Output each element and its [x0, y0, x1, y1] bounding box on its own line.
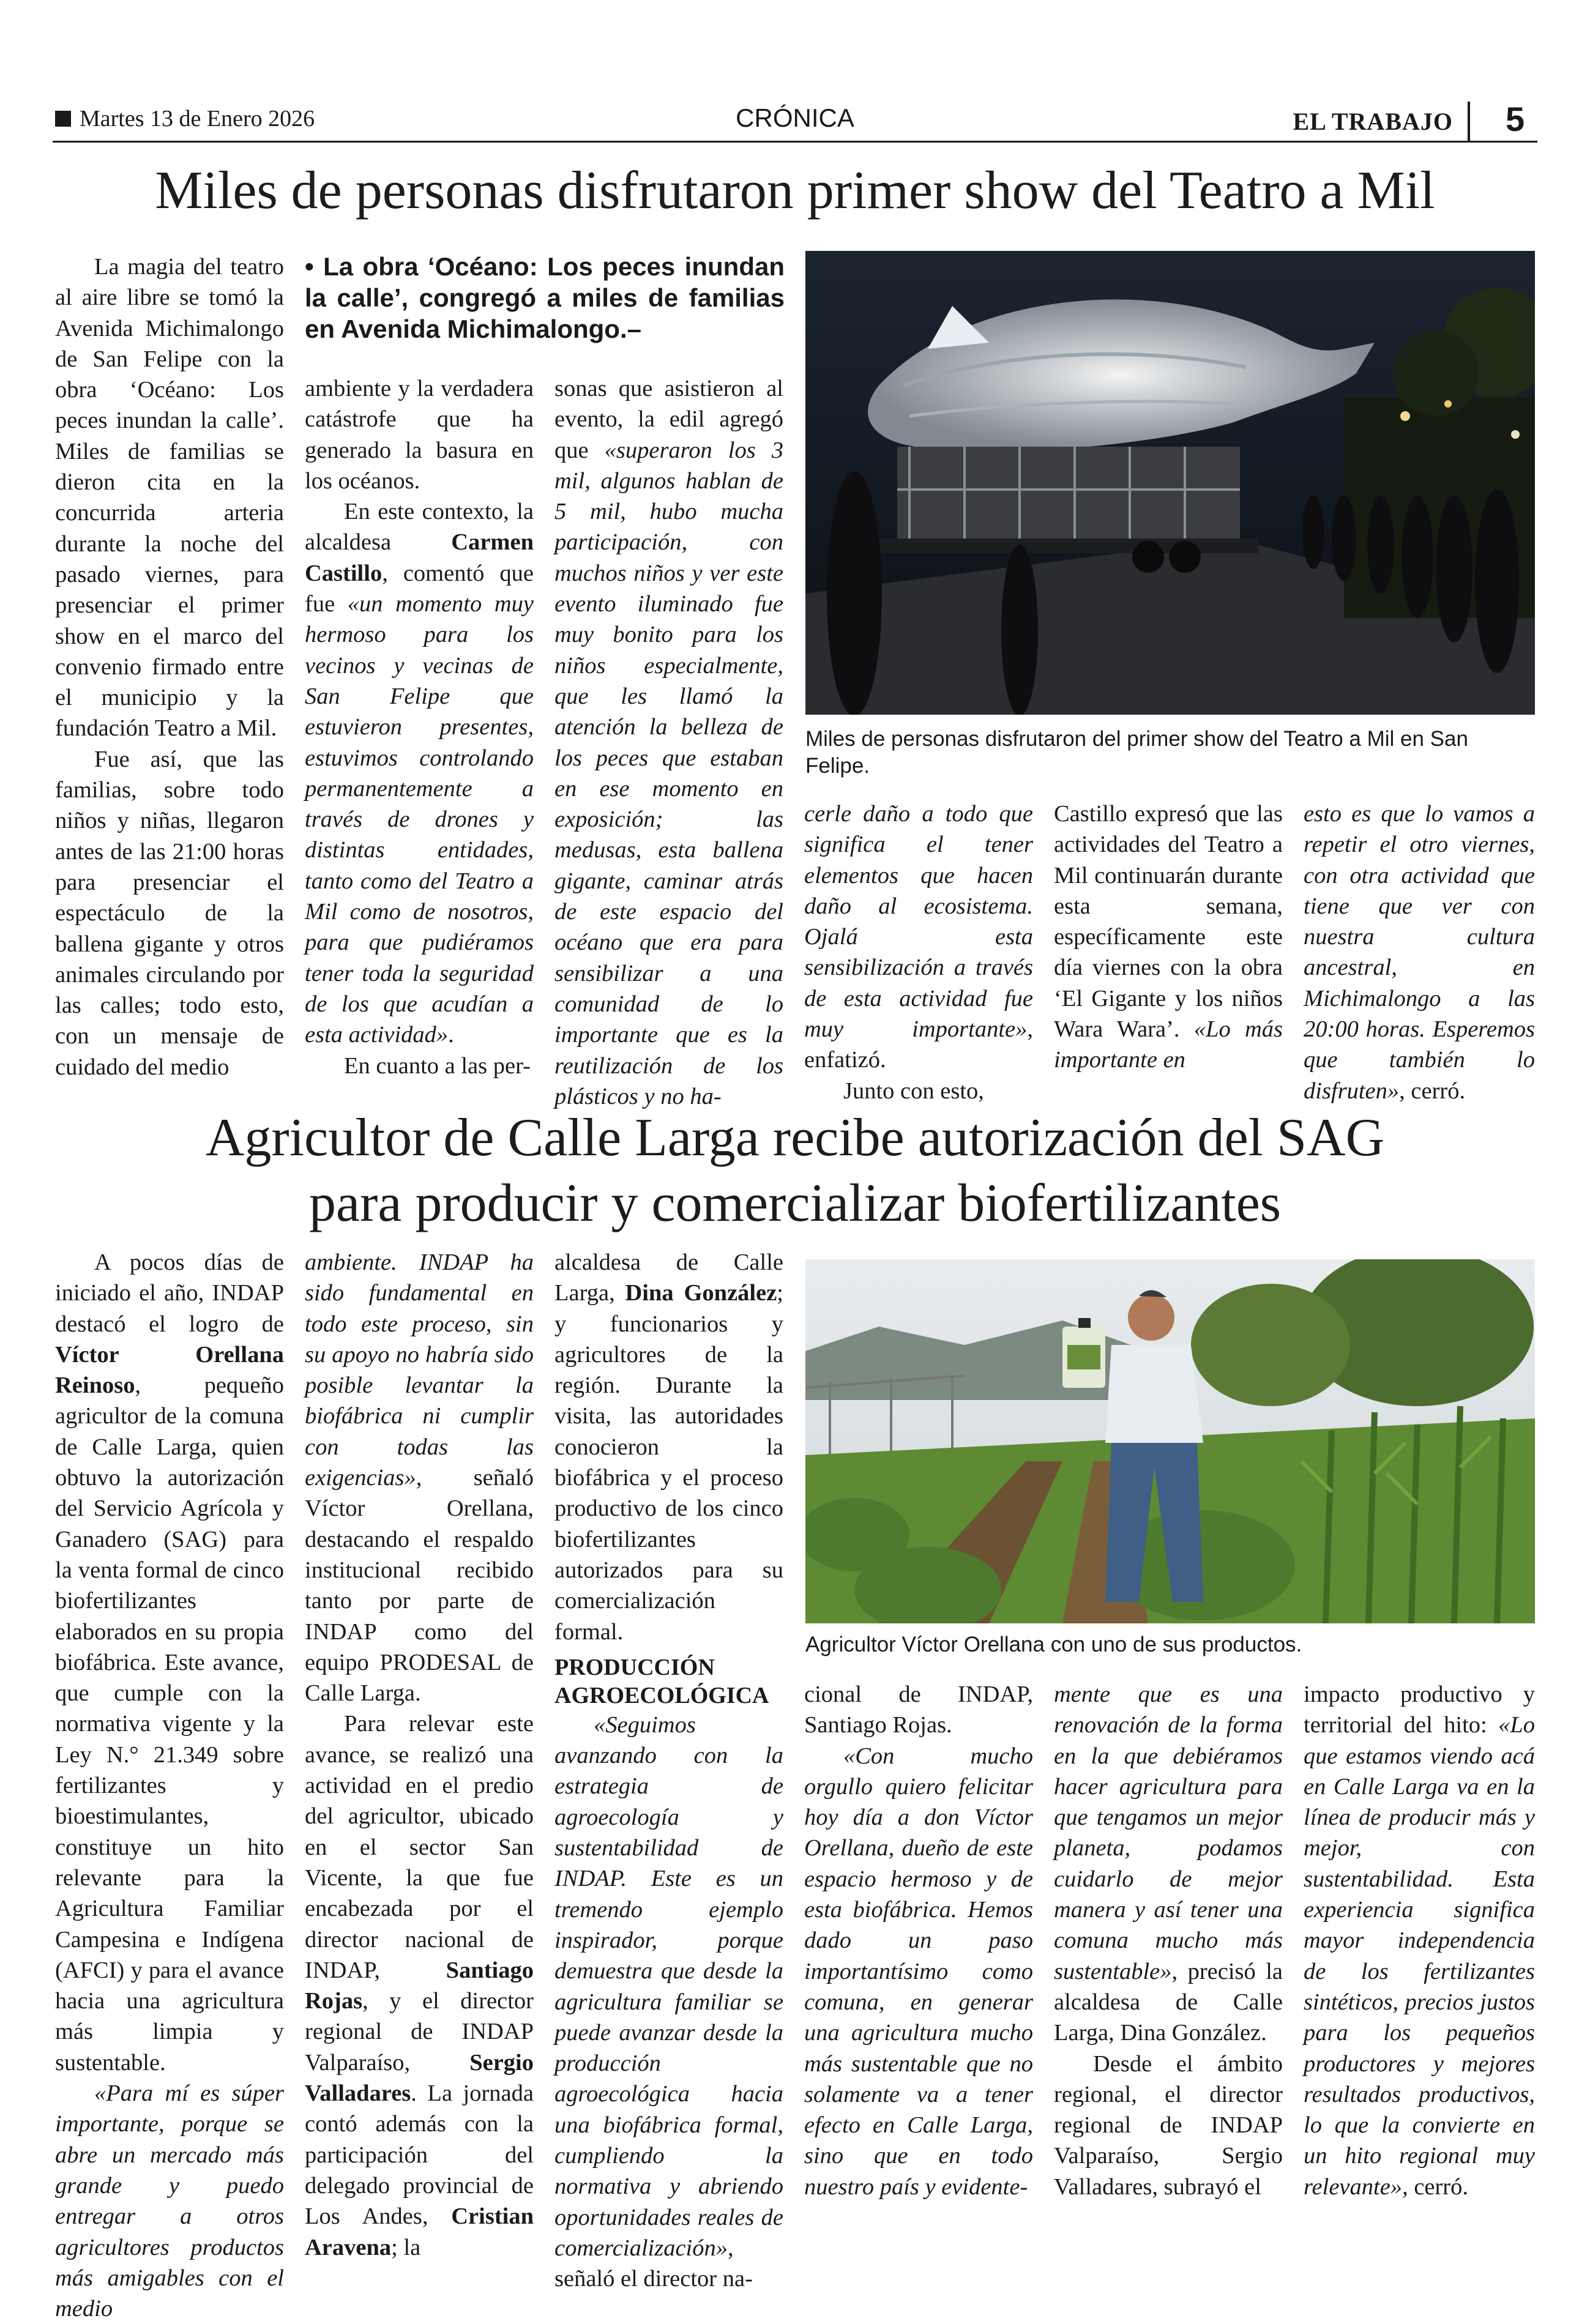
- article2-headline-line-2: para producir y comercializar biofertilizantes: [308, 1174, 1282, 1233]
- article1-column-6: esto es que lo vamos a repetir el otro viernes, con otra actividad que tiene que ver con nuestra cultura ancestral, en Michimalongo a las 20:00 horas. Esperemos que también lo disfruten», cerró.: [1304, 801, 1535, 1104]
- article2-headline-line-1: Agricultor de Calle Larga recibe autorización del SAG: [205, 1108, 1385, 1168]
- article1-headline: Miles de personas disfrutaron primer show del Teatro a Mil: [155, 161, 1435, 220]
- article2-photo: [805, 1259, 1535, 1623]
- article2-photo-caption: Agricultor Víctor Orellana con uno de sus productos.: [805, 1633, 1302, 1656]
- page-number: 5: [1506, 100, 1525, 138]
- newspaper-name: EL TRABAJO: [1293, 108, 1453, 135]
- article1-column-1: La magia del teatro al aire libre se tomó la Avenida Michimalongo de San Felipe con la obra ‘Océano: Los peces inundan la calle’. Miles de familias se dieron cita en la concurrida arteria durante la noche del pasado viernes, para presenciar el primer show en el marco del convenio firmado entre el municipio y la fundación Teatro a Mil. Fue así, que las familias, sobre todo niños y niñas, llegaron antes de las 21:00 horas para presenciar el espectáculo de la ballena gigante y otros animales circulando por las calles; todo esto, con un mensaje de cuidado del medio: [55, 254, 284, 1080]
- article2-column-3: alcaldesa de Calle Larga, Dina González; y funcionarios y agricultores de la región. Durante la visita, las autoridades conocieron la biofábrica y el proceso productivo de los cinco biofertilizantes autorizados para su comercialización formal. PRODUCCIÓN AGROECOLÓGICA «Seguimos avanzando con la estrategia de agroecología y sustentabilidad de INDAP. Este es un tremendo ejemplo inspirador, porque demuestra que desde la agricultura familiar se puede avanzar desde la producción agroecológica hacia una biofábrica formal, cumpliendo la normativa y abriendo oportunidades reales de comercialización», señaló el director na-: [554, 1250, 783, 2292]
- article2-column-4: cional de INDAP, Santiago Rojas. «Con mucho orgullo quiero felicitar hoy día a don Víctor Orellana, dueño de este espacio hermoso y de esta biofábrica. Hemos dado un paso importantísimo como comuna, en generar una agricultura mucho más sustentable que no solamente va a tener efecto en Calle Larga, sino que en todo nuestro país y evidente-: [804, 1682, 1033, 2200]
- section-name: CRÓNICA: [736, 103, 854, 132]
- header-divider: [1468, 102, 1470, 142]
- section-heading-production: PRODUCCIÓN AGROECOLÓGICA: [554, 1654, 769, 1708]
- article1-column-2: ambiente y la verdadera catástrofe que ha generado la basura en los océanos. En este contexto, la alcaldesa Carmen Castillo, comentó que fue «un momento muy hermoso para los vecinos y vecinas de San Felipe que estuvieron presentes, estuvimos controlando permanentemente a través de drones y distintas entidades, tanto como del Teatro a Mil como de nosotros, para que pudiéramos tener toda la seguridad de los que acudían a esta actividad». En cuanto a las per-: [305, 376, 534, 1079]
- article1-column-4: cerle daño a todo que significa el tener elementos que hacen daño al ecosistema. Ojalá esta sensibilización a través de esta actividad fue muy importante», enfatizó. Junto con esto,: [804, 801, 1033, 1104]
- article2-column-1: A pocos días de iniciado el año, INDAP destacó el logro de Víctor Orellana Reinoso, pequeño agricultor de la comuna de Calle Larga, quien obtuvo la autorización del Servicio Agrícola y Ganadero (SAG) para la venta formal de cinco biofertilizantes elaborados en su propia biofábrica. Este avance, que cumple con la normativa vigente y la Ley N.° 21.349 sobre fertilizantes y bioestimulantes, constituye un hito relevante para la Agricultura Familiar Campesina e Indígena (AFCI) y para el avance hacia una agricultura más limpia y sustentable. «Para mí es súper importante, porque se abre un mercado más grande y puedo entregar a otros agricultores productos más amigables con el medio: [55, 1250, 284, 2322]
- article2-column-6: impacto productivo y territorial del hito: «Lo que estamos viendo acá en Calle Larga va en la línea de producir más y mejor, con sustentabilidad. Esta experiencia significa mayor independencia de los fertilizantes sintéticos, precios justos para los pequeños productores y mejores resultados productivos, lo que la convierte en un hito regional muy relevante», cerró.: [1304, 1682, 1535, 2200]
- article1-subhead: • La obra ‘Océano: Los peces inundan la calle’, congregó a miles de familias en Avenida Michimalongo.–: [305, 252, 785, 343]
- article1-photo-caption: Miles de personas disfrutaron del primer show del Teatro a Mil en San Felipe.: [805, 727, 1468, 778]
- header-rule: [53, 141, 1537, 143]
- article2-column-5: mente que es una renovación de la forma en la que debiéramos hacer agricultura para que tengamos un mejor planeta, podamos cuidarlo de mejor manera y así tener una comuna mucho más sustentable», precisó la alcaldesa de Calle Larga, Dina González. Desde el ámbito regional, el director regional de INDAP Valparaíso, Sergio Valladares, subrayó el: [1054, 1682, 1283, 2200]
- article1-column-3: sonas que asistieron al evento, la edil agregó que «superaron los 3 mil, algunos hablan de 5 mil, hubo mucha participación, con muchos niños y ver este evento iluminado fue muy bonito para los niños especialmente, que les llamó la atención la belleza de los peces que estaban en ese momento en exposición; las medusas, esta ballena gigante, caminar atrás de este espacio del océano que era para sensibilizar a una comunidad de lo importante que es la reutilización de los plásticos y no ha-: [554, 376, 783, 1109]
- article1-column-5: Castillo expresó que las actividades del Teatro a Mil continuarán durante esta semana, específicamente este día viernes con la obra ‘El Gigante y los niños Wara Wara’. «Lo más importante en: [1054, 801, 1283, 1073]
- article1-photo: [805, 251, 1535, 715]
- issue-date: Martes 13 de Enero 2026: [80, 106, 315, 132]
- article2-column-2: ambiente. INDAP ha sido fundamental en todo este proceso, sin su apoyo no habría sido posible levantar la biofábrica ni cumplir con todas las exigencias», señaló Víctor Orellana, destacando el respaldo institucional recibido tanto por parte de INDAP como del equipo PRODESAL de Calle Larga. Para relevar este avance, se realizó una actividad en el predio del agricultor, ubicado en el sector San Vicente, la que fue encabezada por el director nacional de INDAP, Santiago Rojas, y el director regional de INDAP Valparaíso, Sergio Valladares. La jornada contó además con la participación del delegado provincial de Los Andes, Cristian Aravena; la: [305, 1250, 534, 2260]
